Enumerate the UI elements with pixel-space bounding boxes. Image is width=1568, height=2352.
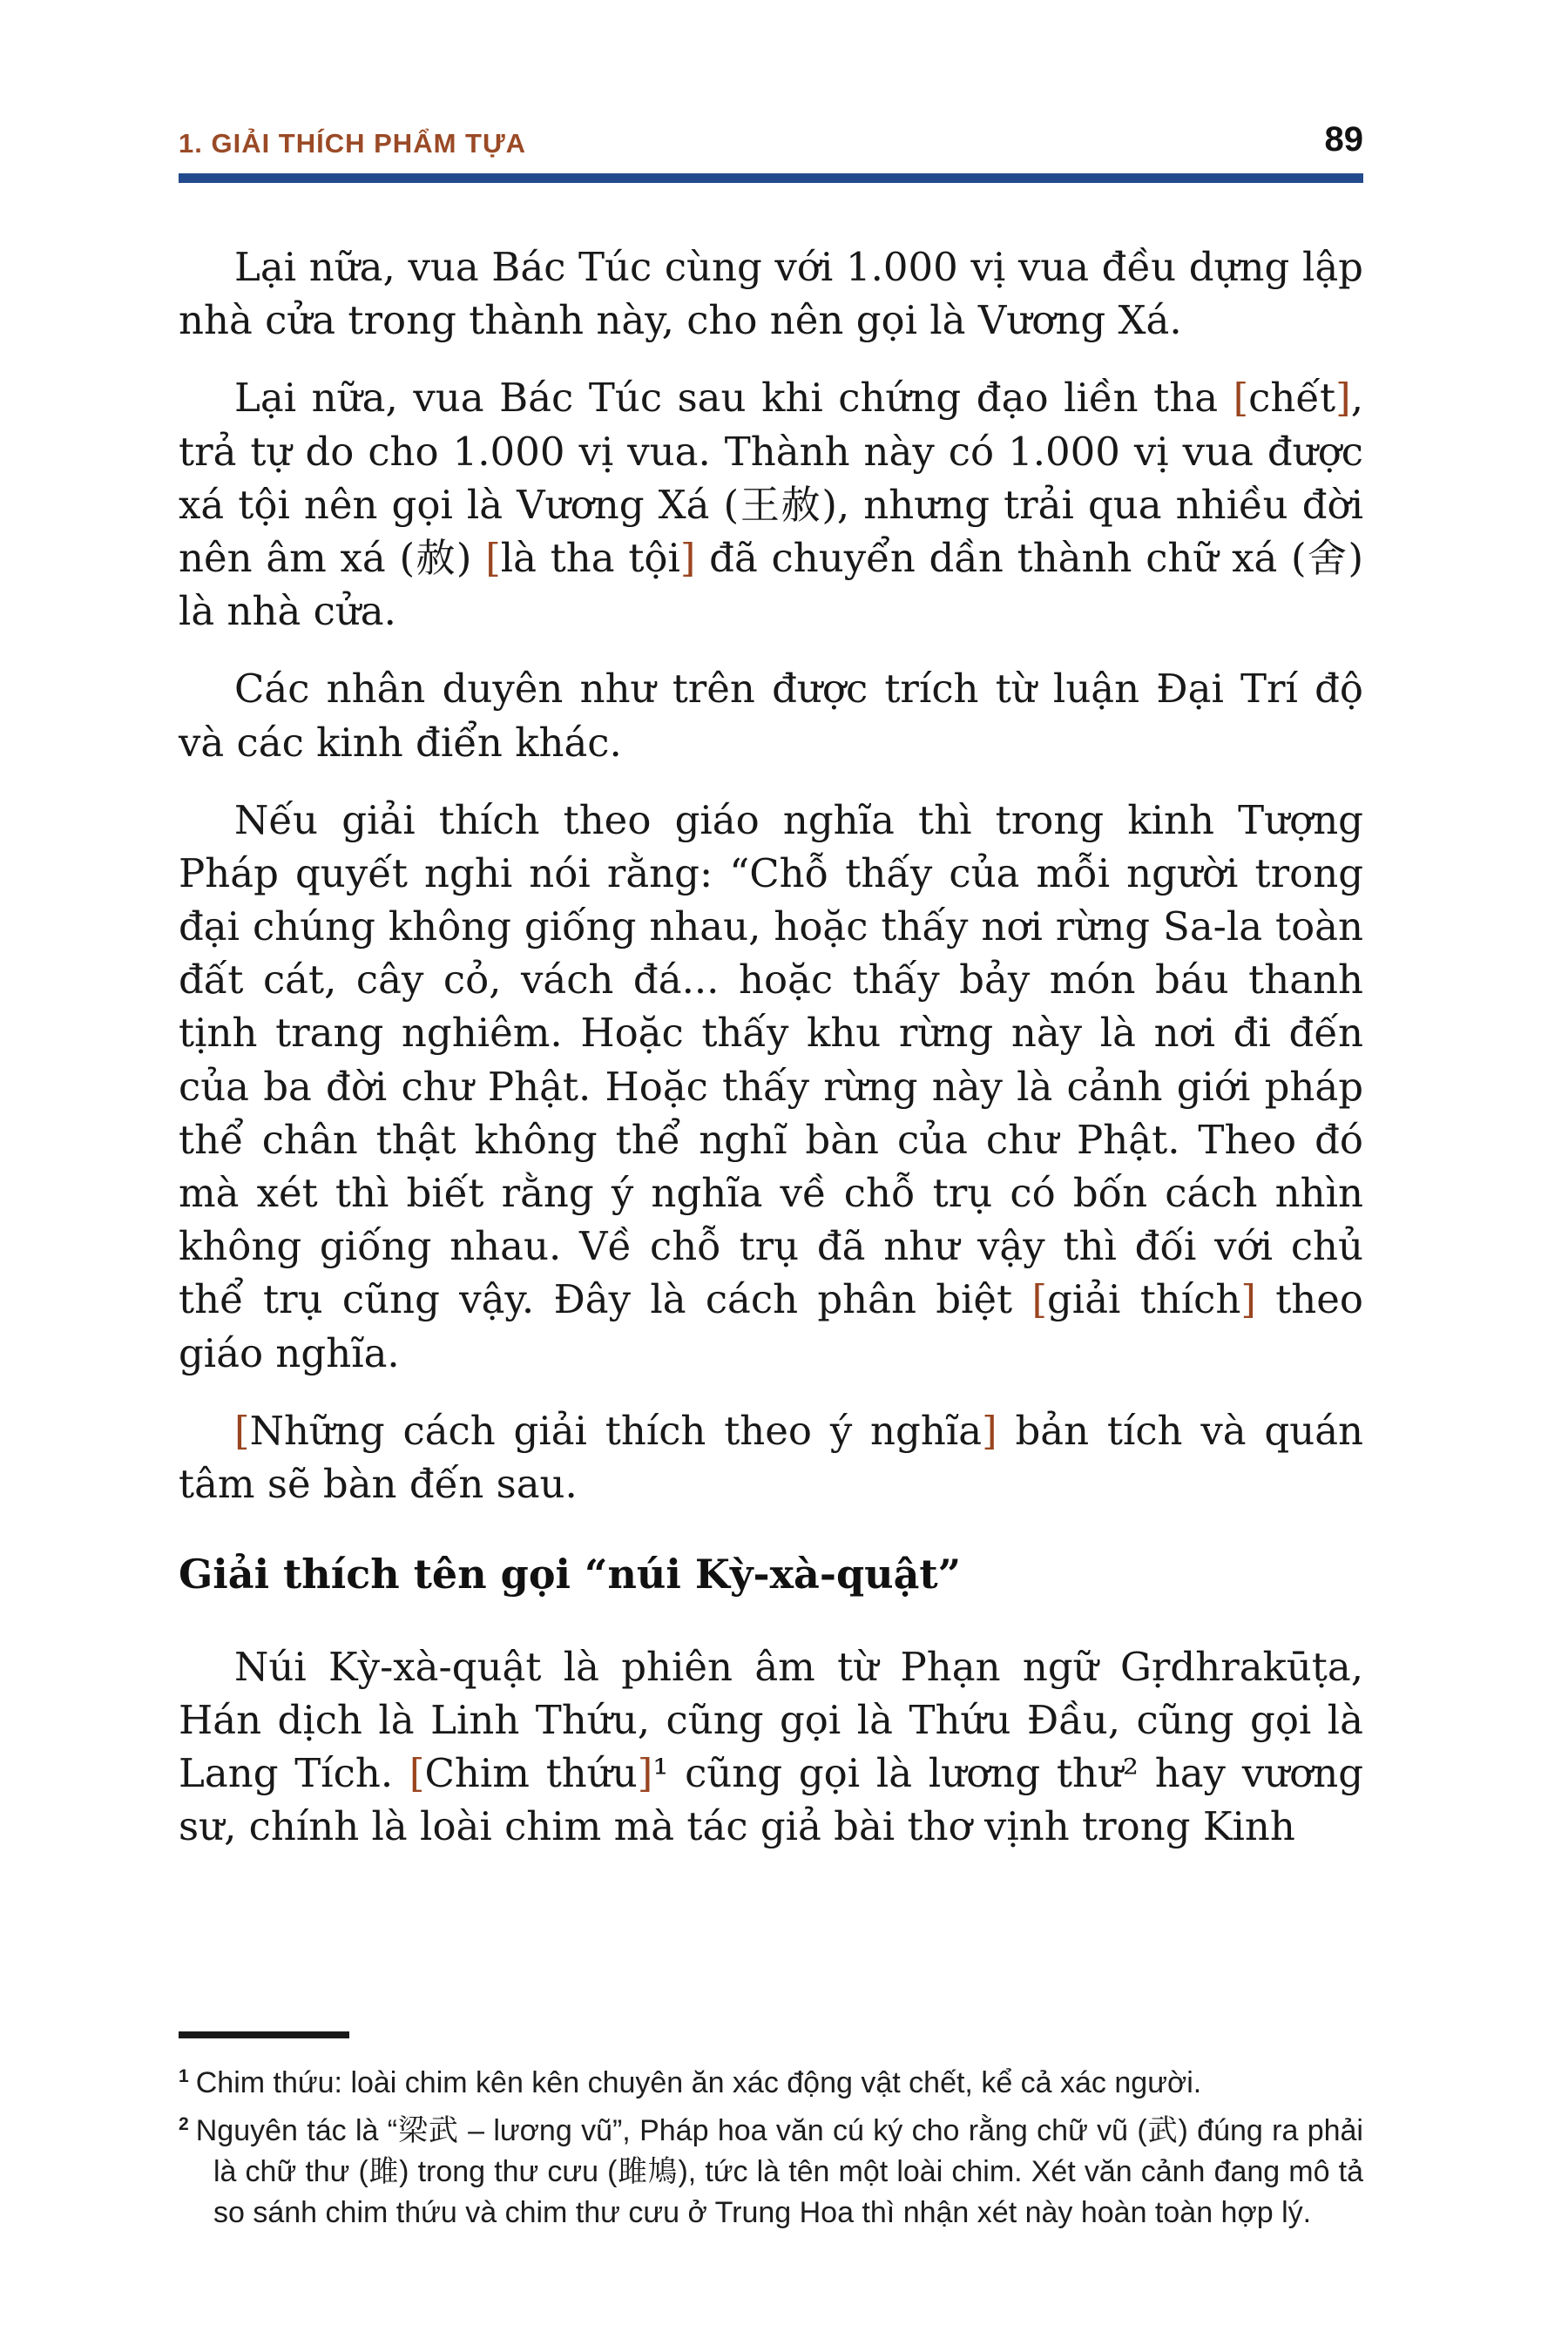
text-segment: Lại nữa, vua Bác Túc sau khi chứng đạo liền tha: [234, 375, 1233, 422]
footnote-marker: 2: [179, 2113, 189, 2134]
text-segment: Nếu giải thích theo giáo nghĩa thì trong kinh Tượng Pháp quyết nghi nói rằng: “Chỗ thấy của mỗi người trong đại chúng không giống nhau, hoặc thấy nơi rừng Sa-la toàn đất cát, cây cỏ, vách đá... hoặc thấy bảy món báu thanh tịnh trang nghiêm. Hoặc thấy khu rừng này là nơi đi đến của ba đời chư Phật. Hoặc thấy rừng này là cảnh giới pháp thể chân thật không thể nghĩ bàn của chư Phật. Theo đó mà xét thì biết rằng ý nghĩa về chỗ trụ có bốn cách nhìn không giống nhau. Về chỗ trụ đã như vậy thì đối với chủ thể trụ cũng vậy. Đây là cách phân biệt: [179, 796, 1363, 1323]
editorial-bracket: ]: [1240, 1276, 1256, 1323]
body-text: [179, 240, 1363, 1877]
paragraph: [179, 240, 1363, 347]
text-segment: Nguyên tác là “梁武 – lương vũ”, Pháp hoa văn cú ký cho rằng chữ vũ (武) đúng ra phải là chữ thư (雎) trong thư cưu (雎鳩), tức là tên một loài chim. Xét văn cảnh đang mô tả so sánh chim thứu và chim thư cưu ở Trung Hoa thì nhận xét này hoàn toàn hợp lý.: [195, 2114, 1363, 2230]
text-segment: bản tích và quán tâm sẽ bàn đến sau.: [179, 1407, 1364, 1507]
paragraph: [179, 1404, 1363, 1511]
running-title: 1. GIẢI THÍCH PHẨM TỰA: [179, 128, 527, 159]
footnote-marker: 1: [179, 2066, 189, 2087]
paragraph: [179, 1640, 1363, 1854]
text-segment: đã chuyển dần thành chữ xá (舍) là nhà cửa.: [179, 534, 1363, 635]
text-segment: Giải thích tên gọi “núi Kỳ-xà-quật”: [179, 1551, 962, 1598]
page-number: 89: [1324, 120, 1363, 159]
text-segment: Núi Kỳ-xà-quật là phiên âm từ Phạn ngữ Gṛdhrakūṭa, Hán dịch là Linh Thứu, cũng gọi là Thứu Đầu, cũng gọi là Lang Tích.: [179, 1643, 1363, 1797]
editorial-bracket: ]: [637, 1750, 653, 1797]
editorial-bracket: ]: [1335, 375, 1351, 422]
footnote: [179, 2063, 1363, 2104]
editorial-bracket: [: [485, 534, 501, 581]
footnote: [179, 2111, 1363, 2234]
paragraph: [179, 371, 1363, 638]
footnote-list: [179, 2063, 1363, 2234]
text-segment: Chim thứu: loài chim kên kên chuyên ăn xác động vật chết, kể cả xác người.: [195, 2066, 1202, 2100]
editorial-bracket: ]: [679, 534, 696, 581]
paragraph: [179, 794, 1363, 1380]
editorial-bracket: [: [1233, 375, 1249, 422]
text-segment: , trả tự do cho 1.000 vị vua. Thành này có 1.000 vị vua được xá tội nên gọi là Vương Xá (王赦), nhưng trải qua nhiều đời nên âm xá (赦): [179, 375, 1363, 581]
section-heading: [179, 1547, 1363, 1602]
text-segment: theo giáo nghĩa.: [179, 1276, 1364, 1376]
editorial-bracket: [: [1031, 1276, 1047, 1323]
text-segment: là tha tội: [500, 534, 680, 581]
editorial-bracket: [: [409, 1750, 425, 1797]
editorial-bracket: [: [234, 1407, 250, 1454]
paragraph: [179, 662, 1363, 768]
text-segment: chết: [1248, 375, 1336, 422]
text-segment: Lại nữa, vua Bác Túc cùng với 1.000 vị vua đều dựng lập nhà cửa trong thành này, cho nên gọi là Vương Xá.: [179, 244, 1363, 344]
text-segment: Chim thứu: [424, 1750, 638, 1797]
text-segment: giải thích: [1047, 1276, 1241, 1323]
header-rule: [179, 173, 1363, 183]
editorial-bracket: ]: [982, 1407, 997, 1454]
text-segment: ¹ cũng gọi là lương thư² hay vương sư, chính là loài chim mà tác giả bài thơ vịnh trong Kinh: [179, 1750, 1363, 1850]
text-segment: Các nhân duyên như trên được trích từ luận Đại Trí độ và các kinh điển khác.: [179, 666, 1363, 766]
footnote-separator: [179, 2031, 349, 2038]
page-header: [179, 120, 1363, 159]
text-segment: Những cách giải thích theo ý nghĩa: [249, 1407, 983, 1454]
footnotes-section: [179, 2031, 1363, 2352]
